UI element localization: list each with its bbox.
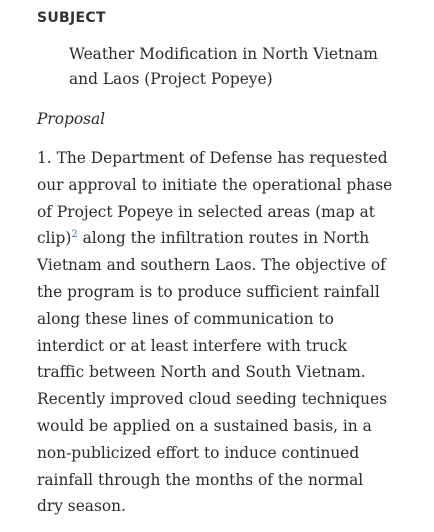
subject-line-1: Weather Modification in North Vietnam	[69, 45, 378, 63]
paragraph-text-after-footnote: along the infiltration routes in North	[77, 229, 370, 248]
paragraph-line: Vietnam and southern Laos. The objective of	[37, 256, 386, 275]
paragraph-line: along these lines of communication to	[37, 309, 334, 328]
paragraph-text-before-footnote: clip)	[37, 229, 72, 248]
paragraph-line: of Project Popeye in selected areas (map at	[37, 202, 375, 221]
paragraph-line: non-publicized effort to induce continued	[37, 443, 360, 462]
paragraph-line: rainfall through the months of the normal	[37, 470, 364, 489]
section-label-proposal: Proposal	[37, 110, 106, 128]
paragraph-line: our approval to initiate the operational phase	[37, 175, 393, 194]
paragraph-line-with-footnote	[37, 225, 429, 252]
paragraph-1	[37, 145, 429, 520]
paragraph-line: 1. The Department of Defense has requested	[37, 149, 388, 167]
footnote-link[interactable]: 2	[71, 229, 78, 241]
paragraph-line: interdict or at least interfere with truck	[37, 336, 348, 355]
paragraph-line: the program is to produce sufficient rainfall	[37, 282, 380, 301]
paragraph-line: traffic between North and South Vietnam.	[37, 363, 366, 382]
subject-line-2: and Laos (Project Popeye)	[69, 70, 273, 88]
paragraph-line: would be applied on a sustained basis, in a	[37, 416, 372, 435]
paragraph-line: dry season.	[37, 497, 126, 516]
subject-heading: SUBJECT	[37, 10, 106, 26]
subject-text	[69, 42, 409, 92]
paragraph-line: Recently improved cloud seeding techniques	[37, 390, 388, 409]
